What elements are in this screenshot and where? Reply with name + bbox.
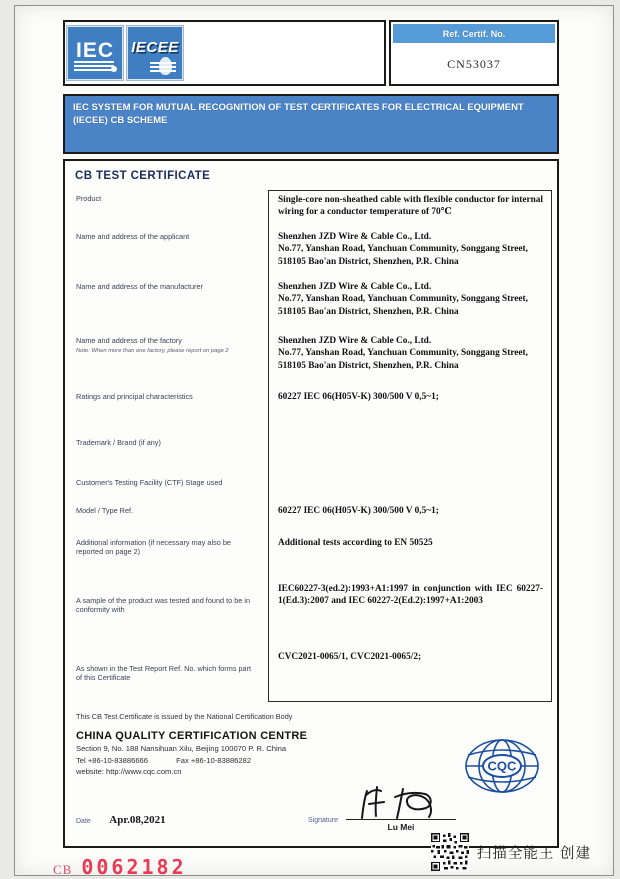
cb-stamp-prefix: CB [53,862,73,878]
row-value: Shenzhen JZD Wire & Cable Co., Ltd. No.77, Yanshan Road, Yanchuan Community, Songgang Street, 518105 Bao'an District, Shenzhen, P.R. China [268,228,552,278]
svg-text:CQC: CQC [487,758,517,774]
row-model-type [70,502,552,534]
ncb-name: CHINA QUALITY CERTIFICATION CENTRE [76,729,308,742]
row-value: Additional tests according to EN 50525 [268,534,552,580]
certificate-table [70,190,552,702]
row-product [70,190,552,228]
certificate-box [63,159,559,849]
qr-code-icon [431,833,469,871]
row-value [268,474,552,502]
row-label: Product [76,193,102,203]
row-label: Ratings and principal characteristics [76,391,193,401]
row-factory [70,332,552,388]
row-ratings [70,388,552,434]
cb-stamp-number: 0062182 [81,855,187,879]
certificate-title: CB TEST CERTIFICATE [75,169,211,182]
signature-label: Signature [308,817,338,825]
date-label: Date [76,818,91,826]
date-block [76,810,166,828]
ncb-address: Section 9, No. 188 Nansihuan Xilu, Beijing 100070 P. R. China [76,744,287,754]
row-value: Single-core non-sheathed cable with flexible conductor for internal wiring for a conductor temperature of 70℃ [268,190,552,228]
signature-block [308,783,456,832]
row-manufacturer [70,278,552,332]
row-label: Name and address of the applicant [76,231,190,241]
row-value [268,434,552,474]
row-value: Shenzhen JZD Wire & Cable Co., Ltd. No.77, Yanshan Road, Yanchuan Community, Songgang Street, 518105 Bao'an District, Shenzhen, P.R. China [268,278,552,332]
handwritten-signature [353,783,449,821]
row-ctf-stage [70,474,552,502]
scheme-banner: IEC SYSTEM FOR MUTUAL RECOGNITION OF TEST CERTIFICATES FOR ELECTRICAL EQUIPMENT (IECEE) CB SCHEME [63,94,559,154]
ncb-tel: Tel +86-10-83886666 [76,755,148,765]
row-value: 60227 IEC 06(H05V-K) 300/500 V 0,5~1; [268,388,552,434]
row-value: Shenzhen JZD Wire & Cable Co., Ltd. No.77, Yanshan Road, Yanchuan Community, Songgang Street, 518105 Bao'an District, Shenzhen, P.R. China [268,332,552,388]
row-label: A sample of the product was tested and found to be in conformity with [76,595,251,614]
issuer-note: This CB Test Certificate is issued by the National Certification Body [76,711,293,721]
logo-box [63,20,386,86]
row-applicant [70,228,552,278]
scanner-watermark-text: 扫描全能王 创建 [476,845,591,862]
header [63,20,559,86]
row-additional-info [70,534,552,580]
ref-certif-label: Ref. Certif. No. [393,24,555,43]
ref-certif-box [389,20,559,86]
factory-note: Note: When more than one factory, please report on page 2 [76,347,229,354]
iecee-logo-text: IECEE [131,38,179,56]
row-value: 60227 IEC 06(H05V-K) 300/500 V 0,5~1; [268,502,552,534]
ref-certif-number: CN53037 [447,57,501,71]
row-conformity [70,580,552,648]
cqc-logo-icon [460,736,544,801]
iec-logo-text: IEC [75,38,114,62]
row-value: CVC2021-0065/1, CVC2021-0065/2; [268,648,552,702]
date-value: Apr.08,2021 [109,814,166,827]
row-label: As shown in the Test Report Ref. No. which forms part of this Certificate [76,663,252,682]
paper-sheet [14,5,614,879]
row-label: Trademark / Brand (if any) [76,437,161,447]
ncb-fax: Fax +86-10-83886282 [176,755,252,765]
row-label: Additional information (if necessary may also be reported on page 2) [76,537,231,556]
ncb-website: website: http://www.cqc.com.cn [76,767,182,777]
iecee-logo-lines [150,60,176,72]
row-label: Customer's Testing Facility (CTF) Stage used [76,477,223,487]
row-label: Name and address of the factory Note: When more than one factory, please report on page 2 [70,332,268,388]
row-trademark [70,434,552,474]
iec-logo-icon [67,26,123,80]
iecee-logo-icon [127,26,183,80]
signer-name: Lu Mei [346,819,456,832]
row-test-report [70,648,552,702]
row-value: IEC60227-3(ed.2):1993+A1:1997 in conjunction with IEC 60227-1(Ed.3):2007 and IEC 60227-2(Ed.2):1997+A1:2003 [268,580,552,648]
row-label: Model / Type Ref. [76,505,134,515]
iec-logo-lines [74,59,114,71]
scanner-watermark [431,833,591,871]
row-label: Name and address of the manufacturer [76,281,203,291]
